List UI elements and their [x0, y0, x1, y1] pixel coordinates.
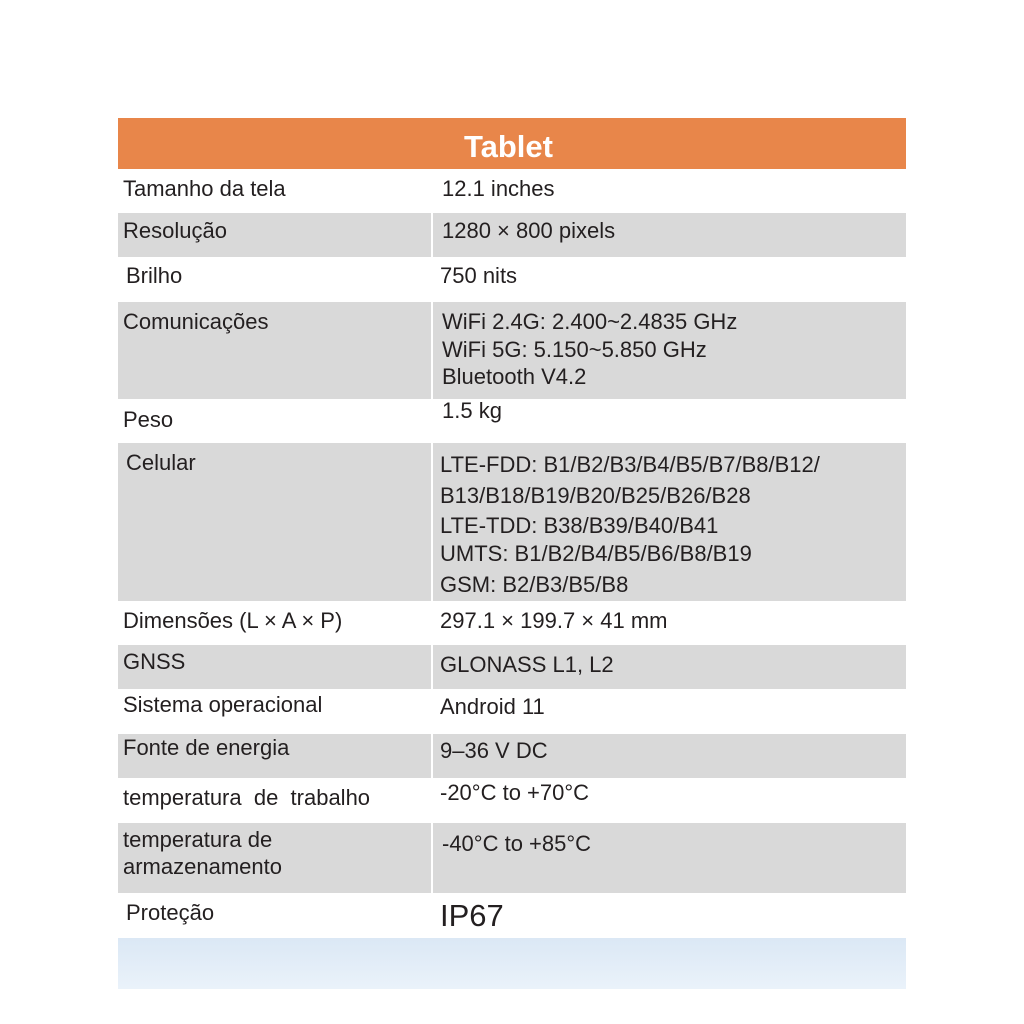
spec-label: Dimensões (L × A × P) [123, 608, 343, 633]
spec-row-resolution [118, 213, 906, 257]
spec-row-gnss [118, 645, 906, 689]
table-header [118, 118, 906, 169]
footer-band [118, 938, 906, 989]
spec-row-screen-size [118, 169, 906, 213]
spec-row-operating-temp [118, 778, 906, 823]
spec-label: Comunicações [123, 309, 269, 334]
spec-row-os [118, 689, 906, 734]
spec-value: 1.5 kg [442, 398, 502, 423]
spec-value: Bluetooth V4.2 [442, 364, 587, 389]
spec-label: temperatura de trabalho [123, 785, 371, 810]
spec-label: Resolução [123, 218, 227, 243]
spec-row-power [118, 734, 906, 778]
spec-value: -20°C to +70°C [440, 780, 590, 805]
spec-label: Tamanho da tela [123, 176, 286, 201]
spec-row-protection [118, 893, 906, 938]
spec-value: 9–36 V DC [440, 738, 548, 763]
spec-value: B13/B18/B19/B20/B25/B26/B28 [440, 483, 751, 508]
spec-label: Proteção [126, 900, 215, 925]
spec-value: LTE-TDD: B38/B39/B40/B41 [440, 513, 719, 538]
spec-value: 1280 × 800 pixels [442, 218, 616, 243]
spec-label: GNSS [123, 649, 186, 674]
spec-row-weight [118, 399, 906, 443]
spec-row-communications [118, 302, 906, 399]
spec-value: WiFi 2.4G: 2.400~2.4835 GHz [442, 309, 738, 334]
spec-row-storage-temp [118, 823, 906, 893]
spec-value: 297.1 × 199.7 × 41 mm [440, 608, 668, 633]
spec-value: GLONASS L1, L2 [440, 652, 614, 677]
spec-row-dimensions [118, 601, 906, 645]
spec-label: Sistema operacional [123, 692, 323, 717]
spec-value: 12.1 inches [442, 176, 555, 201]
spec-value: LTE-FDD: B1/B2/B3/B4/B5/B7/B8/B12/ [440, 452, 820, 477]
spec-label: Fonte de energia [123, 735, 290, 760]
spec-table [118, 118, 906, 938]
spec-value: GSM: B2/B3/B5/B8 [440, 572, 629, 597]
spec-row-brightness [118, 257, 906, 302]
spec-value: WiFi 5G: 5.150~5.850 GHz [442, 337, 707, 362]
spec-value: UMTS: B1/B2/B4/B5/B6/B8/B19 [440, 541, 752, 566]
spec-label: Brilho [126, 263, 183, 288]
spec-value: 750 nits [440, 263, 518, 288]
spec-label: temperatura de armazenamento [123, 827, 282, 879]
spec-value: Android 11 [440, 694, 545, 719]
spec-row-cellular [118, 443, 906, 601]
spec-value: -40°C to +85°C [442, 831, 592, 856]
spec-value: IP67 [440, 898, 504, 933]
spec-label: Celular [126, 450, 196, 475]
table-title: Tablet [464, 129, 553, 164]
spec-label: Peso [123, 407, 174, 432]
